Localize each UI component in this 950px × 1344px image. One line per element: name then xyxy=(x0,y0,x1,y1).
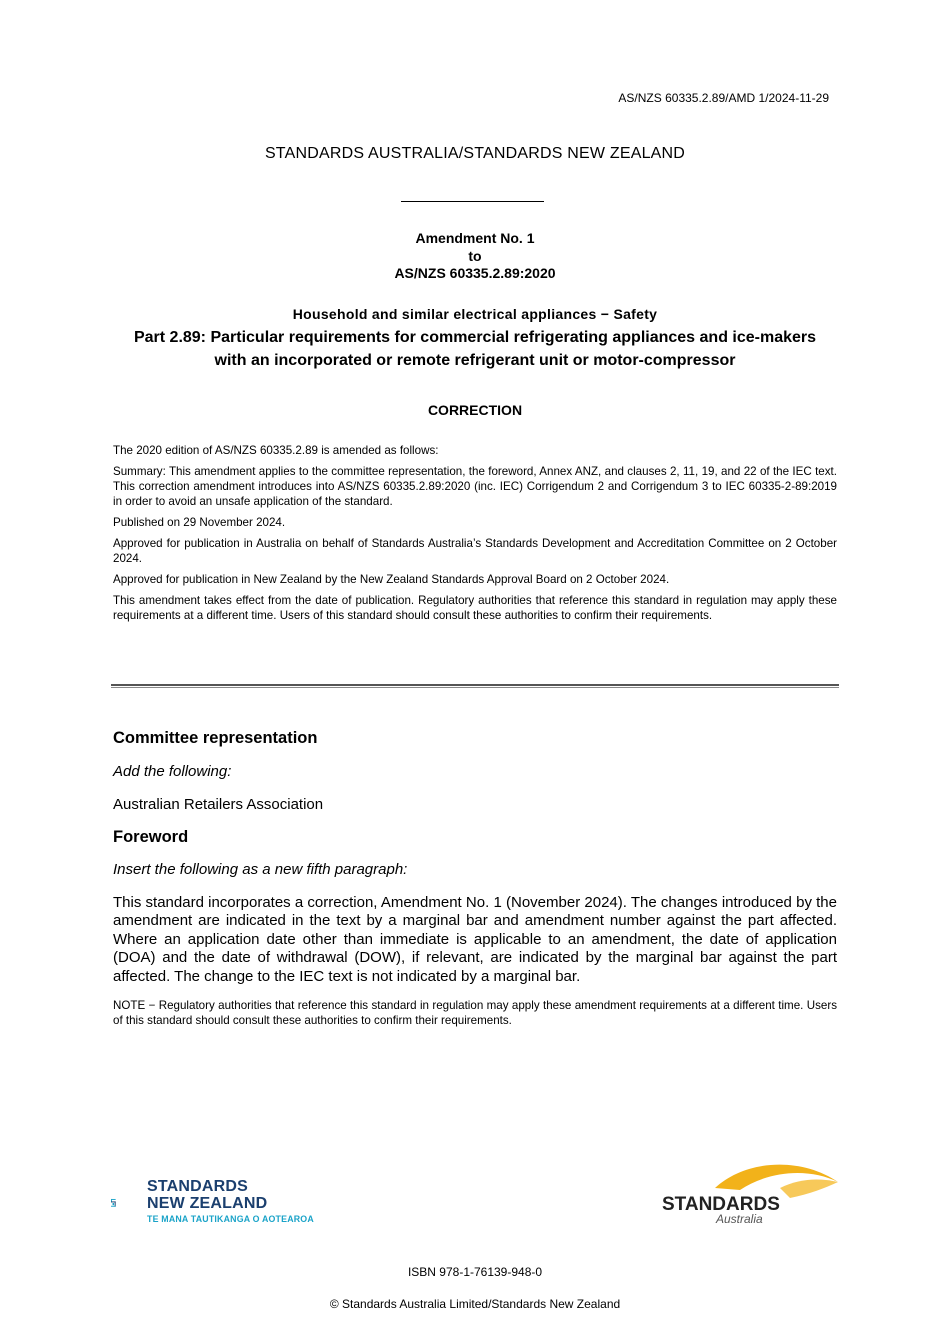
foreword-instruction: Insert the following as a new fifth paragraph: xyxy=(113,861,408,878)
committee-heading: Committee representation xyxy=(113,729,318,747)
title-line-3: with an incorporated or remote refrigerant unit or motor-compressor xyxy=(214,352,736,369)
organization-title: STANDARDS AUSTRALIA/STANDARDS NEW ZEALAND xyxy=(264,145,686,162)
committee-instruction: Add the following: xyxy=(113,763,232,780)
intro-approved-au: Approved for publication in Australia on behalf of Standards Australia’s Standards Development and Accreditation Committee on 2 October 2024. xyxy=(113,537,837,565)
title-line-2: Part 2.89: Particular requirements for commercial refrigerating appliances and ice-makers xyxy=(133,329,817,346)
foreword-note: NOTE − Regulatory authorities that reference this standard in regulation may apply these amendment requirements at a different time. Users of this standard should consult these authorities to confirm their requirements. xyxy=(113,999,837,1028)
section-divider-thin xyxy=(111,687,839,688)
committee-member: Australian Retailers Association xyxy=(113,796,324,813)
intro-section xyxy=(113,443,837,629)
sa-sub-wordmark: Australia xyxy=(716,1212,763,1226)
foreword-heading: Foreword xyxy=(113,828,189,846)
snz-maori-name: TE MANA TAUTIKANGA O AOTEAROA xyxy=(147,1214,314,1224)
amendment-to: to xyxy=(468,247,482,264)
foreword-paragraph: This standard incorporates a correction, Amendment No. 1 (November 2024). The changes introduced by the amendment are indicated in the text by a marginal bar and amendment number against the part affected. Where an application date other than immediate is applicable to an amendment, the date of application (DOA) and the date of withdrawal (DOW), if relevant, are indicated by the marginal bar against the part affected. The change to the IEC text is not indicated by a marginal bar. xyxy=(113,894,837,985)
standards-nz-logo xyxy=(111,1178,145,1228)
snz-line-2: NEW ZEALAND xyxy=(147,1195,268,1212)
intro-summary: Summary: This amendment applies to the committee representation, the foreword, Annex ANZ, and clauses 2, 11, 19, and 22 of the IEC text. This correction amendment introduces into AS/NZS 60335.2.89:2020 (inc. IEC) Corrigendum 2 and Corrigendum 3 to IEC 60335-2-89:2019 in order to avoid an unsafe application of the standard. xyxy=(113,465,837,508)
intro-edition: The 2020 edition of AS/NZS 60335.2.89 is amended as follows: xyxy=(113,444,439,457)
isbn: ISBN 978-1-76139-948-0 xyxy=(407,1265,543,1279)
copyright: © Standards Australia Limited/Standards New Zealand xyxy=(329,1297,621,1311)
snz-line-1: STANDARDS xyxy=(147,1178,249,1195)
document-reference: AS/NZS 60335.2.89/AMD 1/2024-11-29 xyxy=(618,91,829,105)
title-divider xyxy=(401,201,544,202)
section-divider xyxy=(111,684,839,686)
snz-mark-icon xyxy=(111,1199,116,1207)
correction-label: CORRECTION xyxy=(427,402,523,418)
standards-australia-logo xyxy=(660,1158,840,1228)
sa-wordmark: STANDARDS xyxy=(662,1194,780,1215)
intro-published: Published on 29 November 2024. xyxy=(113,516,286,529)
title-line-1: Household and similar electrical appliances − Safety xyxy=(292,306,658,322)
intro-effect: This amendment takes effect from the date of publication. Regulatory authorities that reference this standard in regulation may apply these requirements at a different time. Users of this standard should consult these authorities to confirm their requirements. xyxy=(113,594,837,622)
standards-nz-wordmark xyxy=(147,1178,314,1224)
amendment-block xyxy=(0,230,950,283)
amendment-number: Amendment No. 1 xyxy=(415,230,535,246)
standard-title xyxy=(100,303,850,372)
amendment-content xyxy=(113,729,837,1028)
intro-approved-nz: Approved for publication in New Zealand by the New Zealand Standards Approval Board on 2 October 2024. xyxy=(113,573,670,586)
amended-standard: AS/NZS 60335.2.89:2020 xyxy=(394,265,556,281)
